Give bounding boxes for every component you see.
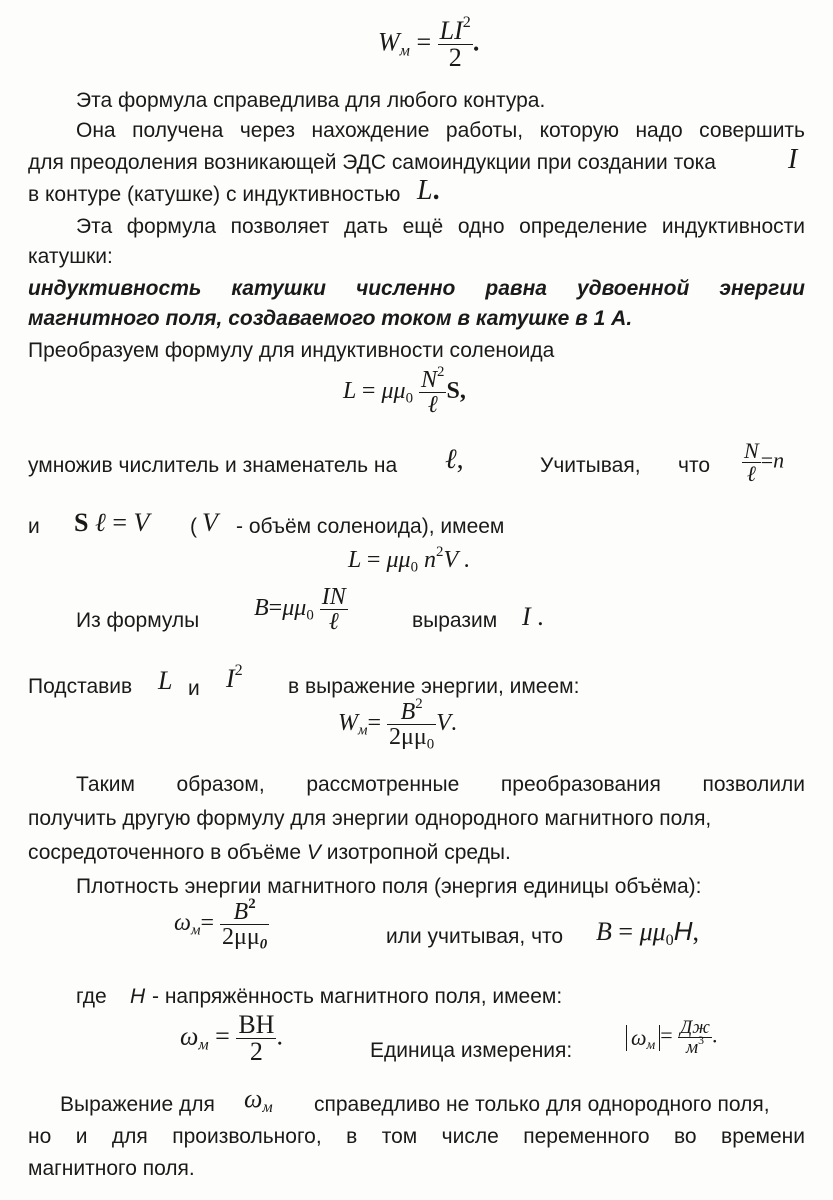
formula-inductance-L: L. xyxy=(417,175,440,206)
formula-energy-volume: $W_м=$ $\frac{B^2}{2\mu\mu_0}$ V. xyxy=(338,695,457,753)
paragraph-14-b: справедливо не только для однородного поля, xyxy=(314,1093,770,1116)
paragraph-6-a: и xyxy=(28,515,40,538)
paragraph-12-b: - напряжённость магнитного поля, имеем: xyxy=(152,985,563,1008)
formula-I-express: I . xyxy=(522,602,544,631)
formula-current-I: I xyxy=(788,144,798,175)
paragraph-8-a: Подставив xyxy=(28,675,133,698)
paragraph-2-line-2: для преодоления возникающей ЭДС самоиндукции при создании тока xyxy=(28,151,716,174)
formula-energy-inductance: $W_м$ = $\frac{LI^2}{2}$ . xyxy=(378,13,480,72)
formula-density-BH: $\omega_м$ = $\frac{BH}{2}$ . xyxy=(180,1010,283,1066)
paragraph-2-line-1: Она получена через нахождение работы, которую надо совершить xyxy=(76,119,805,142)
paragraph-6-b: ( xyxy=(190,515,197,538)
paragraph-13-a: Единица измерения: xyxy=(370,1039,573,1062)
paragraph-5-b: Учитывая, xyxy=(540,454,641,477)
paragraph-5-a: умножив числитель и знаменатель на xyxy=(28,454,398,477)
formula-energy-density: $\omega_м=$ $\frac{B^2}{2\mu\mu_0}$ xyxy=(174,895,268,953)
paragraph-9-line-2: получить другую формулу для энергии однородного магнитного поля, xyxy=(28,807,712,830)
paragraph-14-line-3: магнитного поля. xyxy=(28,1157,195,1180)
formula-solenoid-inductance: $L = \mu\mu_0$ $\frac{N^2}{\text{ℓ}}$ S, xyxy=(343,363,466,418)
paragraph-8-c: в выражение энергии, имеем: xyxy=(288,675,580,698)
paragraph-7-b: выразим xyxy=(412,609,498,632)
paragraph-5-c: что xyxy=(678,454,711,477)
formula-unit: $\omega_м$ = $\frac{Дж}{м^3}$ . xyxy=(626,1018,717,1057)
formula-B-mu-H: $B = \mu\mu_0H$, xyxy=(596,916,700,949)
formula-volume: S ℓ = V xyxy=(74,508,150,537)
formula-inductance-volume: $L = \mu\mu_0$ $n^2V$ . xyxy=(348,543,470,576)
paragraph-4: Преобразуем формулу для индуктивности соленоида xyxy=(28,339,555,362)
formula-field-B: $B=\mu\mu_0$ $\frac{IN}{\text{ℓ}}$ xyxy=(254,584,346,635)
paragraph-6-c: - объём соленоида), имеем xyxy=(236,515,505,538)
formula-omega: $\omega_м$ xyxy=(244,1084,273,1116)
formula-ell: ℓ, xyxy=(445,444,464,475)
formula-n-definition: $\frac{N}{\text{ℓ}}$ =n xyxy=(744,438,785,486)
formula-H: H xyxy=(130,985,146,1008)
paragraph-9-line-3: сосредоточенного в объёме V изотропной среды. xyxy=(28,841,511,864)
paragraph-10: Плотность энергии магнитного поля (энергия единицы объёма): xyxy=(76,875,702,898)
formula-L-sub: L xyxy=(158,666,173,695)
paragraph-3-line-2: катушки: xyxy=(28,245,113,268)
paragraph-9-line-1: Таким образом, рассмотренные преобразования позволили xyxy=(76,773,805,796)
formula-I-squared: $I^2$ xyxy=(226,661,243,693)
paragraph-11-a: или учитывая, что xyxy=(386,925,564,948)
formula-V: V xyxy=(202,508,218,537)
paragraph-7-a: Из формулы xyxy=(76,609,200,632)
paragraph-14-line-2: но и для произвольного, в том числе переменного во времени xyxy=(28,1125,805,1148)
paragraph-1: Эта формула справедлива для любого контура. xyxy=(76,89,546,112)
definition-line-1: индуктивность катушки численно равна удвоенной энергии xyxy=(28,277,805,300)
paragraph-2-line-3: в контуре (катушке) с индуктивностью xyxy=(28,183,401,206)
paragraph-8-b: и xyxy=(188,677,200,700)
paragraph-12-a: где xyxy=(76,985,107,1008)
paragraph-14-a: Выражение для xyxy=(60,1093,215,1116)
definition-line-2: магнитного поля, создаваемого током в катушке в 1 А. xyxy=(28,307,633,330)
paragraph-3-line-1: Эта формула позволяет дать ещё одно определение индуктивности xyxy=(76,215,805,238)
